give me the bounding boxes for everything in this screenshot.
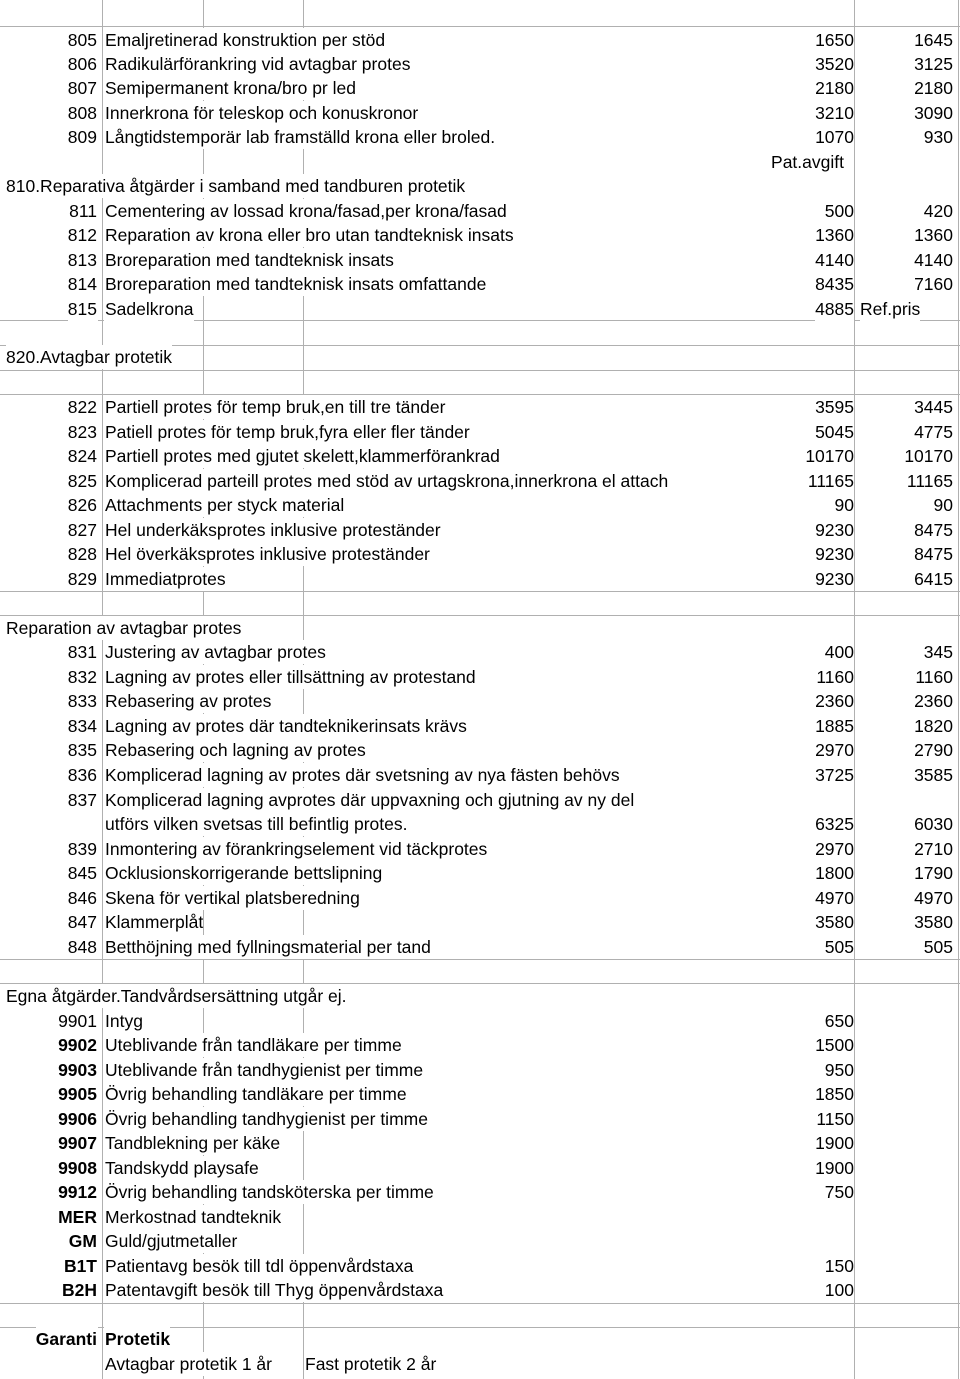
table-row (0, 640, 960, 664)
price-cell: 750 (824, 1182, 854, 1202)
description-cell: Semipermanent krona/bro pr led (105, 78, 356, 98)
price-cell: 9230 (815, 544, 854, 564)
patient-fee-cell: 11165 (906, 471, 953, 491)
patient-fee-header: Pat.avgift (771, 152, 844, 172)
table-row (0, 1033, 960, 1057)
patient-fee-cell: 2790 (914, 740, 953, 760)
code-cell: 828 (67, 544, 97, 564)
description-cell: Lagning av protes eller tillsättning av protestand (105, 667, 476, 687)
patient-fee-cell: 90 (933, 495, 953, 515)
patient-fee-cell: 2360 (914, 691, 953, 711)
code-cell: 848 (67, 937, 97, 957)
price-cell: 8435 (815, 274, 854, 294)
price-cell: 2970 (815, 839, 854, 859)
code-cell: 814 (67, 274, 97, 294)
table-row (0, 101, 960, 125)
table-row (0, 714, 960, 738)
table-row (0, 1156, 960, 1180)
patient-fee-cell: 8475 (914, 544, 953, 564)
grid-line (0, 959, 960, 960)
table-row (0, 493, 960, 517)
description-cell: Långtidstemporär lab framställd krona eller broled. (105, 127, 496, 147)
description-cell: Partiell protes med gjutet skelett,klammerförankrad (105, 446, 500, 466)
description-cell: Övrig behandling tandläkare per timme (105, 1084, 407, 1104)
patient-fee-cell: 8475 (914, 520, 953, 540)
table-row (0, 812, 960, 836)
section-row (0, 984, 960, 1008)
code-cell: 9903 (58, 1060, 97, 1080)
price-cell: 1850 (815, 1084, 854, 1104)
code-cell: MER (58, 1207, 97, 1227)
patient-fee-cell: 420 (923, 201, 953, 221)
description-cell: Klammerplåt (105, 912, 204, 932)
code-cell: 9906 (58, 1109, 97, 1129)
patient-fee-cell: 7160 (914, 274, 953, 294)
description-cell: Ocklusionskorrigerande bettslipning (105, 863, 383, 883)
patient-fee-cell: 4970 (914, 888, 953, 908)
code-cell: 9902 (58, 1035, 97, 1055)
patient-fee-cell: 505 (923, 937, 953, 957)
price-cell: 11165 (807, 471, 854, 491)
price-cell: 1150 (816, 1109, 854, 1129)
table-row (0, 837, 960, 861)
table-row (0, 469, 960, 493)
warranty-fixed: Fast protetik 2 år (305, 1354, 437, 1374)
code-cell: 805 (67, 30, 97, 50)
patient-fee-cell: 345 (923, 642, 953, 662)
code-cell: 823 (67, 422, 97, 442)
description-cell: Tandblekning per käke (105, 1133, 281, 1153)
code-cell: 834 (67, 716, 97, 736)
table-row (0, 420, 960, 444)
description-cell: Cementering av lossad krona/fasad,per krona/fasad (105, 201, 507, 221)
price-cell: 1900 (815, 1158, 854, 1178)
description-cell: Partiell protes för temp bruk,en till tre tänder (105, 397, 446, 417)
table-row (0, 1082, 960, 1106)
patient-fee-cell: 10170 (904, 446, 953, 466)
description-cell: Radikulärförankring vid avtagbar protes (105, 54, 411, 74)
code-cell: 808 (67, 103, 97, 123)
code-cell: 826 (67, 495, 97, 515)
table-row (0, 665, 960, 689)
description-cell: Patientavg besök till tdl öppenvårdstaxa (105, 1256, 414, 1276)
code-cell: 835 (67, 740, 97, 760)
code-cell: 813 (67, 250, 97, 270)
price-cell: 1360 (815, 225, 854, 245)
price-cell: 5045 (815, 422, 854, 442)
patient-fee-cell: 1360 (914, 225, 953, 245)
description-cell: Guld/gjutmetaller (105, 1231, 238, 1251)
table-row (0, 518, 960, 542)
code-cell: 9901 (58, 1011, 97, 1031)
price-cell: 10170 (805, 446, 854, 466)
code-cell: 9908 (58, 1158, 97, 1178)
description-cell: Patentavgift besök till Thyg öppenvårdstaxa (105, 1280, 444, 1300)
price-cell: 1800 (815, 863, 854, 883)
table-row (0, 395, 960, 419)
patient-fee-cell: 3125 (914, 54, 953, 74)
section-heading: 820.Avtagbar protetik (6, 347, 173, 367)
section-heading: Egna åtgärder.Tandvårdsersättning utgår ej. (6, 986, 347, 1006)
code-cell: 9912 (58, 1182, 97, 1202)
description-continuation-cell: utförs vilken svetsas till befintlig protes. (105, 814, 408, 834)
price-cell: 9230 (815, 569, 854, 589)
patient-fee-cell: 3580 (914, 912, 953, 932)
description-cell: Patiell protes för temp bruk,fyra eller fler tänder (105, 422, 470, 442)
table-row (0, 444, 960, 468)
price-cell: 1500 (815, 1035, 854, 1055)
code-cell: B1T (63, 1256, 97, 1276)
warranty-removable: Avtagbar protetik 1 år (104, 1352, 297, 1376)
price-cell: 3210 (815, 103, 854, 123)
description-cell: Broreparation med tandteknisk insats (105, 250, 394, 270)
warranty-label: Garanti (35, 1329, 97, 1349)
code-cell: 845 (67, 863, 97, 883)
price-cell: 1900 (815, 1133, 854, 1153)
patient-fee-cell: Ref.pris (860, 299, 921, 319)
description-cell: Hel underkäksprotes inklusive proteständer (105, 520, 441, 540)
patient-fee-cell: 4775 (914, 422, 953, 442)
warranty-category: Protetik (105, 1329, 171, 1349)
price-cell: 1650 (815, 30, 854, 50)
description-cell: Immediatprotes (105, 569, 226, 589)
description-cell: Uteblivande från tandhygienist per timme (105, 1060, 424, 1080)
description-cell: Emaljretinerad konstruktion per stöd (105, 30, 386, 50)
code-cell: 829 (67, 569, 97, 589)
code-cell: 825 (67, 471, 97, 491)
description-cell: Intyg (105, 1011, 143, 1031)
patient-fee-cell: 930 (923, 127, 953, 147)
table-row (0, 567, 960, 591)
table-row (0, 886, 960, 910)
price-cell: 505 (824, 937, 854, 957)
description-cell: Skena för vertikal platsberedning (105, 888, 360, 908)
description-cell: Reparation av krona eller bro utan tandteknisk insats (105, 225, 514, 245)
table-row (0, 1131, 960, 1155)
table-row (0, 935, 960, 959)
price-cell: 2180 (815, 78, 854, 98)
code-cell: GM (68, 1231, 97, 1251)
table-row (0, 1180, 960, 1204)
price-cell: 3520 (815, 54, 854, 74)
description-cell: Komplicerad lagning avprotes där uppvaxning och gjutning av ny del (105, 790, 635, 810)
price-cell: 950 (824, 1060, 854, 1080)
patient-fee-cell: 1645 (914, 30, 953, 50)
code-cell: 847 (67, 912, 97, 932)
code-cell: 822 (67, 397, 97, 417)
table-row (0, 1107, 960, 1131)
price-cell: 3580 (815, 912, 854, 932)
table-row (0, 1229, 960, 1253)
description-cell: Sadelkrona (105, 299, 194, 319)
description-cell: Inmontering av förankringselement vid täckprotes (105, 839, 488, 859)
code-cell: 833 (67, 691, 97, 711)
grid-line (0, 1303, 960, 1304)
table-row (0, 248, 960, 272)
table-row (0, 272, 960, 296)
section-row (0, 174, 960, 198)
section-row (0, 345, 960, 369)
table-row (0, 28, 960, 52)
price-cell: 90 (834, 495, 854, 515)
code-cell: 807 (67, 78, 97, 98)
description-cell: Tandskydd playsafe (105, 1158, 259, 1178)
table-row (0, 297, 960, 321)
price-cell: 4885 (815, 299, 854, 319)
patient-fee-cell: 6415 (914, 569, 953, 589)
section-row (0, 616, 960, 640)
table-row (0, 689, 960, 713)
patient-fee-cell: 1790 (914, 863, 953, 883)
table-row (0, 910, 960, 934)
table-row (0, 1352, 960, 1376)
table-row (0, 199, 960, 223)
table-row (0, 223, 960, 247)
grid-line (0, 26, 960, 27)
table-row (0, 1205, 960, 1229)
description-cell: Rebasering av protes (105, 691, 272, 711)
section-heading: 810.Reparativa åtgärder i samband med tandburen protetik (6, 176, 466, 196)
price-cell: 4140 (815, 250, 854, 270)
table-row (0, 150, 960, 174)
price-cell: 2970 (815, 740, 854, 760)
code-cell: 832 (67, 667, 97, 687)
price-cell: 650 (824, 1011, 854, 1031)
description-cell: Komplicerad parteill protes med stöd av urtagskrona,innerkrona el attach (105, 471, 669, 491)
code-cell: 9907 (58, 1133, 97, 1153)
code-cell: 9905 (58, 1084, 97, 1104)
description-cell: Komplicerad lagning av protes där svetsning av nya fästen behövs (105, 765, 620, 785)
patient-fee-cell: 4140 (914, 250, 953, 270)
code-cell: 824 (67, 446, 97, 466)
table-row (0, 763, 960, 787)
description-cell: Broreparation med tandteknisk insats omfattande (105, 274, 487, 294)
description-cell: Övrig behandling tandsköterska per timme (105, 1182, 434, 1202)
price-cell: 3725 (815, 765, 854, 785)
description-cell: Justering av avtagbar protes (105, 642, 326, 662)
description-cell: Lagning av protes där tandteknikerinsats krävs (105, 716, 467, 736)
code-cell: 815 (67, 299, 97, 319)
price-cell: 3595 (815, 397, 854, 417)
patient-fee-cell: 1820 (914, 716, 953, 736)
price-cell: 500 (824, 201, 854, 221)
price-cell: 9230 (815, 520, 854, 540)
table-row (0, 1058, 960, 1082)
description-cell: Rebasering och lagning av protes (105, 740, 366, 760)
price-cell: 6325 (815, 814, 854, 834)
price-cell: 150 (824, 1256, 854, 1276)
code-cell: B2H (61, 1280, 97, 1300)
table-row (0, 738, 960, 762)
code-cell: 839 (67, 839, 97, 859)
table-row (0, 788, 960, 812)
table-row (0, 1009, 960, 1033)
description-cell: Attachments per styck material (105, 495, 345, 515)
patient-fee-cell: 3445 (914, 397, 953, 417)
code-cell: 806 (67, 54, 97, 74)
description-cell: Hel överkäksprotes inklusive proteständer (105, 544, 430, 564)
code-cell: 827 (67, 520, 97, 540)
section-heading: Reparation av avtagbar protes (6, 618, 242, 638)
description-cell: Merkostnad tandteknik (105, 1207, 282, 1227)
table-row (0, 861, 960, 885)
patient-fee-cell: 2710 (914, 839, 953, 859)
description-cell: Uteblivande från tandläkare per timme (105, 1035, 402, 1055)
description-cell: Övrig behandling tandhygienist per timme (105, 1109, 428, 1129)
code-cell: 837 (67, 790, 97, 810)
table-row (0, 52, 960, 76)
price-cell: 100 (824, 1280, 854, 1300)
description-cell: Innerkrona för teleskop och konuskronor (105, 103, 419, 123)
price-cell: 4970 (815, 888, 854, 908)
code-cell: 831 (67, 642, 97, 662)
grid-line (0, 591, 960, 592)
description-cell: Betthöjning med fyllningsmaterial per tand (105, 937, 431, 957)
price-cell: 2360 (815, 691, 854, 711)
table-row (0, 1278, 960, 1302)
grid-line (0, 370, 960, 371)
code-cell: 812 (67, 225, 97, 245)
price-cell: 400 (824, 642, 854, 662)
table-row (0, 542, 960, 566)
code-cell: 809 (67, 127, 97, 147)
price-cell: 1160 (816, 667, 854, 687)
table-row (0, 76, 960, 100)
price-cell: 1070 (815, 127, 854, 147)
patient-fee-cell: 6030 (914, 814, 953, 834)
code-cell: 836 (67, 765, 97, 785)
patient-fee-cell: 2180 (914, 78, 953, 98)
code-cell: 811 (69, 201, 97, 221)
patient-fee-cell: 3585 (914, 765, 953, 785)
code-cell: 846 (67, 888, 97, 908)
patient-fee-cell: 1160 (915, 667, 953, 687)
table-row (0, 1254, 960, 1278)
patient-fee-cell: 3090 (914, 103, 953, 123)
price-cell: 1885 (815, 716, 854, 736)
table-row (0, 1327, 960, 1351)
table-row (0, 125, 960, 149)
